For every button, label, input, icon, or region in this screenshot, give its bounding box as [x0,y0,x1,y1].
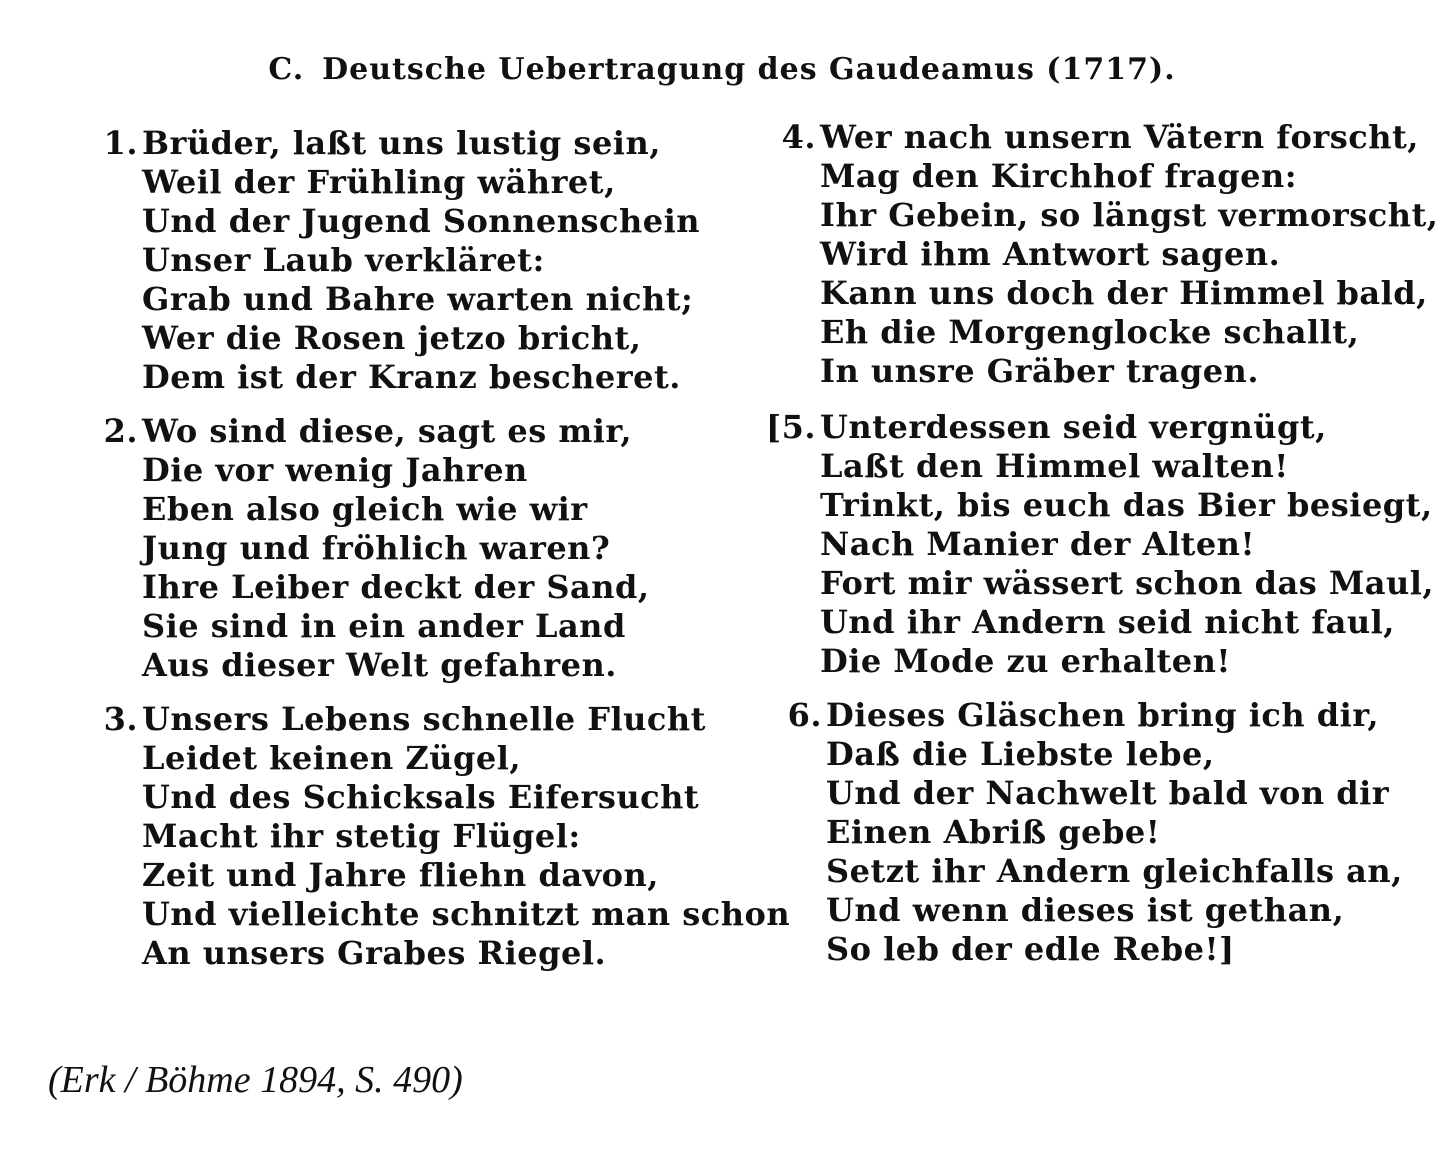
stanza-number: 6. [787,696,822,734]
verse-line: Trinkt, bis euch das Bier besiegt, [820,486,1433,524]
stanza-number: 4. [781,118,816,156]
page-title [0,52,1444,87]
verse-line: Wird ihm Antwort sagen. [820,235,1281,273]
stanza-4 [781,118,1439,391]
stanza-6 [787,696,1403,969]
stanza-2 [103,412,650,685]
stanza-number: 3. [103,700,138,738]
verse-line: Macht ihr stetig Flügel: [142,817,581,855]
title-text: Deutsche Uebertragung des Gaudeamus (1717). [322,52,1176,87]
verse-line: Kann uns doch der Himmel bald, [820,274,1428,312]
stanza-number: 1. [103,124,138,162]
verse-line: Zeit und Jahre fliehn davon, [142,856,659,894]
verse-line: An unsers Grabes Riegel. [142,934,607,972]
stanza-number: 2. [103,412,138,450]
stanza-5 [765,408,1435,681]
verse-line: Und ihr Andern seid nicht faul, [820,603,1395,641]
verse-line: Brüder, laßt uns lustig sein, [142,124,661,162]
verse-line: Wo sind diese, sagt es mir, [142,412,633,450]
section-letter: C. [268,52,305,87]
verse-line: So leb der edle Rebe!] [826,930,1235,968]
verse-line: Dem ist der Kranz bescheret. [142,358,681,396]
verse-line: Leidet keinen Zügel, [142,739,522,777]
verse-line: Unsers Lebens schnelle Flucht [142,700,706,738]
stanza-number: [5. [765,408,816,446]
verse-line: Und der Nachwelt bald von dir [826,774,1390,812]
verse-line: Weil der Frühling währet, [142,163,616,201]
verse-line: Eben also gleich wie wir [142,490,588,528]
verse-line: Sie sind in ein ander Land [142,607,626,645]
verse-line: Und vielleichte schnitzt man schon [142,895,791,933]
verse-line: Laßt den Himmel walten! [820,447,1289,485]
verse-line: Einen Abriß gebe! [826,813,1161,851]
verse-line: Eh die Morgenglocke schallt, [820,313,1360,351]
verse-line: Grab und Bahre warten nicht; [142,280,694,318]
stanza-3 [103,700,791,973]
verse-line: Ihr Gebein, so längst vermorscht, [820,196,1439,234]
verse-line: Ihre Leiber deckt der Sand, [142,568,650,606]
verse-line: Und wenn dieses ist gethan, [826,891,1345,929]
verse-line: Aus dieser Welt gefahren. [142,646,617,684]
verse-line: In unsre Gräber tragen. [820,352,1259,390]
verse-line: Jung und fröhlich waren? [142,529,611,567]
verse-line: Die vor wenig Jahren [142,451,528,489]
verse-line: Wer nach unsern Vätern forscht, [820,118,1419,156]
verse-line: Unterdessen seid vergnügt, [820,408,1327,446]
verse-line: Nach Manier der Alten! [820,525,1255,563]
verse-line: Setzt ihr Andern gleichfalls an, [826,852,1403,890]
verse-line: Wer die Rosen jetzo bricht, [142,319,642,357]
source-citation: (Erk / Böhme 1894, S. 490) [48,1059,463,1101]
verse-line: Und der Jugend Sonnenschein [142,202,700,240]
verse-line: Dieses Gläschen bring ich dir, [826,696,1379,734]
verse-line: Mag den Kirchhof fragen: [820,157,1298,195]
verse-line: Und des Schicksals Eifersucht [142,778,700,816]
verse-line: Daß die Liebste lebe, [826,735,1215,773]
stanza-1 [103,124,700,397]
verse-line: Fort mir wässert schon das Maul, [820,564,1435,602]
verse-line: Die Mode zu erhalten! [820,642,1231,680]
verse-line: Unser Laub verkläret: [142,241,545,279]
